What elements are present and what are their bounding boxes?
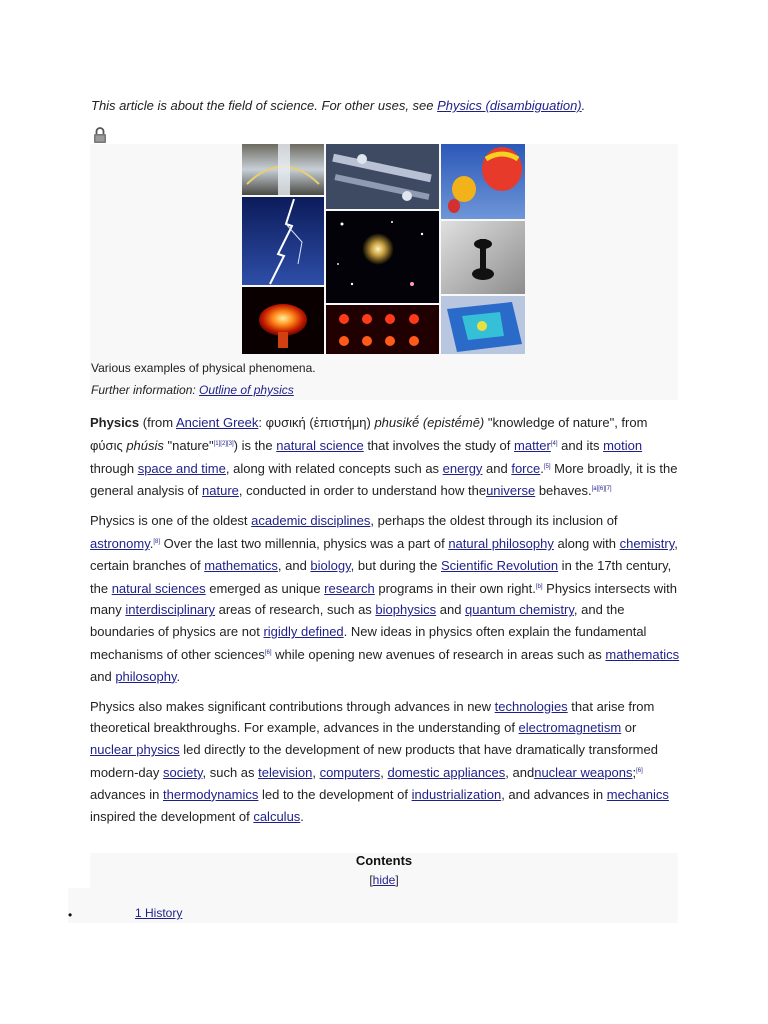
text: , but during the (350, 557, 441, 573)
universe-link[interactable]: universe (486, 483, 536, 499)
contents-title: Contents (355, 853, 413, 868)
citation-link[interactable]: [a][6][7] (591, 486, 612, 493)
motion-link[interactable]: motion (603, 437, 643, 453)
text: , along with related concepts such as (225, 460, 443, 476)
society-link[interactable]: society (162, 764, 203, 780)
text: (from (139, 415, 176, 430)
text: . (540, 460, 544, 476)
waterfall-rainbow-photo (242, 144, 324, 195)
text: "knowledge of nature", from φύσις (90, 415, 648, 453)
text: . (300, 808, 304, 824)
text: Physics also makes significant contributions through advances in new (90, 698, 495, 714)
quantum-chemistry-link[interactable]: quantum chemistry (465, 602, 574, 618)
text: advances in (90, 786, 163, 802)
ancient-greek-link[interactable]: Ancient Greek (176, 415, 259, 430)
hatnote-text: This article is about the field of science. For other uses, see (91, 98, 438, 113)
text: Physics intersects with many (90, 580, 677, 618)
bracket: [ (369, 873, 373, 887)
text: areas of research, such as (215, 602, 376, 618)
technologies-link[interactable]: technologies (494, 698, 568, 714)
citation-link[interactable]: [1][2][3] (213, 440, 234, 447)
text: , certain branches of (90, 535, 678, 573)
computers-link[interactable]: computers (319, 764, 381, 780)
greek-transliteration: phúsis (126, 437, 164, 453)
electromagnetism-link[interactable]: electromagnetism (518, 720, 622, 736)
natural-sciences-link[interactable]: natural sciences (111, 580, 206, 596)
disambiguation-link[interactable]: Physics (disambiguation) (437, 98, 582, 113)
text: , and the boundaries of physics are not (90, 602, 625, 640)
text: . (149, 535, 154, 551)
text: , and (505, 764, 535, 780)
text: and (90, 668, 116, 684)
television-link[interactable]: television (258, 764, 313, 780)
astronomy-link[interactable]: astronomy (90, 535, 150, 551)
natural-science-link[interactable]: natural science (276, 437, 364, 453)
scientific-revolution-link[interactable]: Scientific Revolution (441, 557, 559, 573)
natural-philosophy-link[interactable]: natural philosophy (448, 535, 554, 551)
lightning-photo (242, 197, 324, 285)
text: led to the development of (258, 786, 412, 802)
physics-phenomena-collage[interactable] (242, 144, 525, 354)
domestic-appliances-link[interactable]: domestic appliances (387, 764, 506, 780)
outline-of-physics-link[interactable]: Outline of physics (199, 383, 294, 397)
text: along with (553, 535, 620, 551)
biophysics-link[interactable]: biophysics (375, 602, 437, 618)
article-term: Physics (90, 415, 140, 430)
text: More broadly, it is the general analysis of (90, 460, 678, 499)
industrialization-link[interactable]: industrialization (411, 786, 502, 802)
text: , perhaps the oldest through its inclusion of (370, 513, 618, 529)
nuclear-physics-link[interactable]: nuclear physics (90, 742, 180, 758)
particle-accelerator-photo (326, 144, 439, 209)
contents-toggle (90, 873, 678, 887)
infobox-figure (90, 144, 678, 400)
text: ; (632, 764, 637, 780)
text: "nature" (163, 437, 214, 453)
nature-link[interactable]: nature (202, 483, 239, 499)
citation-link[interactable]: [6] (264, 649, 272, 656)
padlock-icon (93, 126, 107, 144)
text: and its (557, 437, 604, 453)
matter-link[interactable]: matter (514, 437, 551, 453)
text: . (176, 668, 181, 684)
text: or (621, 720, 637, 736)
text: , (380, 764, 388, 780)
text: , and (277, 557, 311, 573)
text: and (482, 460, 512, 476)
bracket: ] (395, 873, 399, 887)
text: that arise from theoretical breakthroughs. For example, advances in the understanding of (90, 698, 655, 736)
calculus-link[interactable]: calculus (253, 808, 301, 824)
citation-link[interactable]: [6] (636, 767, 643, 774)
text: . New ideas in physics often explain the fundamental mechanisms of other sciences (90, 624, 647, 662)
thermodynamics-link[interactable]: thermodynamics (163, 786, 259, 802)
biology-link[interactable]: biology (310, 557, 351, 573)
research-link[interactable]: research (324, 580, 375, 596)
article-body (90, 412, 680, 835)
text: behaves. (535, 483, 592, 499)
figure-caption: Various examples of physical phenomena. (91, 361, 316, 375)
intro-paragraph-2 (90, 510, 680, 687)
text: , such as (202, 764, 259, 780)
mathematics-link[interactable]: mathematics (605, 646, 680, 662)
text: Over the last two millennia, physics was a part of (160, 535, 449, 551)
text: ) is the (233, 437, 277, 453)
text: led directly to the development of new products that have dramatically transformed modern-day (90, 742, 658, 780)
force-link[interactable]: force (511, 460, 541, 476)
text: emerged as unique (205, 580, 325, 596)
nuclear-weapons-link[interactable]: nuclear weapons (534, 764, 633, 780)
text: Physics is one of the oldest (90, 513, 252, 529)
academic-disciplines-link[interactable]: academic disciplines (251, 513, 371, 529)
philosophy-link[interactable]: philosophy (115, 668, 177, 684)
text: , and advances in (501, 786, 607, 802)
intro-paragraph-1 (90, 412, 680, 502)
nuclear-explosion-photo (242, 287, 324, 354)
text: , conducted in order to understand how the (238, 483, 487, 499)
hot-air-balloons-photo (441, 144, 525, 219)
further-information-label: Further information: (91, 383, 200, 397)
interdisciplinary-link[interactable]: interdisciplinary (125, 602, 215, 618)
hide-contents-button[interactable]: hide (372, 873, 396, 887)
hatnote-suffix: . (581, 98, 586, 113)
text: : φυσική (ἐπιστήμη) (258, 415, 375, 430)
text: inspired the development of (90, 808, 254, 824)
toc-item-history[interactable]: 1 History (135, 906, 183, 920)
text: while opening new avenues of research in areas such as (271, 646, 606, 662)
intro-paragraph-3 (90, 696, 680, 828)
text: through (90, 460, 138, 476)
hatnote (91, 98, 585, 113)
citation-link[interactable]: [4] (550, 440, 558, 447)
text: in the 17th century, the (90, 557, 672, 596)
further-information (91, 383, 294, 397)
mechanics-link[interactable]: mechanics (606, 786, 669, 802)
mathematics-link[interactable]: mathematics (204, 557, 278, 573)
text: and (436, 602, 466, 618)
citation-link[interactable]: [b] (535, 583, 543, 590)
bullet-icon: • (68, 908, 73, 922)
simulation-render-photo (441, 296, 525, 354)
space-and-time-link[interactable]: space and time (137, 460, 226, 476)
citation-link[interactable]: [5] (543, 463, 551, 470)
laser-interference-photo (326, 305, 439, 354)
chemistry-link[interactable]: chemistry (619, 535, 675, 551)
citation-link[interactable]: [8] (153, 538, 161, 545)
energy-link[interactable]: energy (442, 460, 483, 476)
superfluid-photo (441, 221, 525, 294)
rigidly-defined-link[interactable]: rigidly defined (263, 624, 344, 640)
text: that involves the study of (363, 437, 515, 453)
text: , (312, 764, 320, 780)
text: programs in their own right. (374, 580, 536, 596)
galaxies-photo (326, 211, 439, 303)
greek-transliteration: phusikḗ (epistḗmē) (374, 415, 485, 430)
